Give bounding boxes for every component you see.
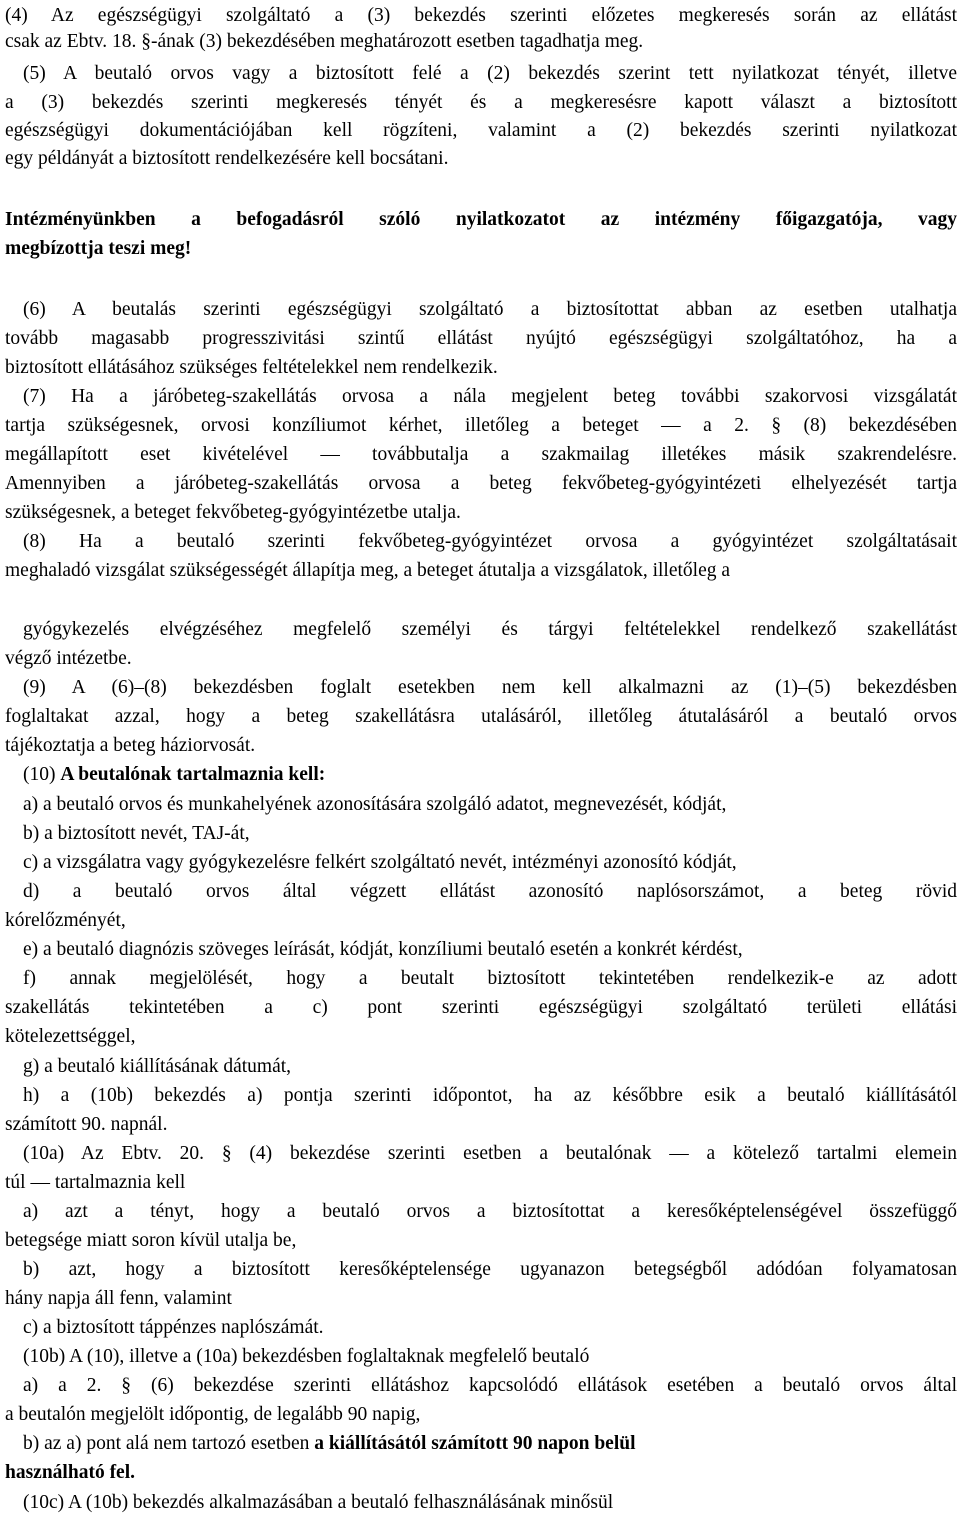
paragraph-10a-line-2: túl — tartalmaznia kell xyxy=(5,1172,186,1193)
item-10a-b-line-1: b) azt, hogy a biztosított keresőképtelensége ugyanazon betegségből adódóan folyamatosan xyxy=(23,1259,957,1280)
paragraph-4-line-1: (4) Az egészségügyi szolgáltató a (3) bekezdés szerinti előzetes megkeresés során az ellátást xyxy=(5,5,957,26)
item-10-d-line-1: d) a beutaló orvos által végzett ellátást azonosító naplósorszámot, a beteg rövid xyxy=(23,881,957,902)
paragraph-8-line-3: gyógykezelés elvégzéséhez megfelelő személyi és tárgyi feltételekkel rendelkező szakellátást xyxy=(23,619,957,640)
paragraph-4-line-2: csak az Ebtv. 18. §-ának (3) bekezdésében meghatározott esetben tagadhatja meg. xyxy=(5,31,644,52)
paragraph-5-line-4: egy példányát a biztosított rendelkezésére kell bocsátani. xyxy=(5,148,449,169)
paragraph-10-heading xyxy=(23,762,957,788)
item-10-f-line-1: f) annak megjelölését, hogy a beutalt biztosított tekintetében rendelkezik-e az adott xyxy=(23,968,957,989)
item-10-d-line-2: kórelőzményét, xyxy=(5,910,126,931)
paragraph-6-line-3: biztosított ellátásához szükséges feltételekkel nem rendelkezik. xyxy=(5,357,498,378)
item-10b-a-line-1: a) a 2. § (6) bekezdése szerinti ellátáshoz kapcsolódó ellátások esetében a beutaló orvos által xyxy=(23,1375,957,1396)
paragraph-9-line-2: foglaltakat azzal, hogy a beteg szakellátásra utalásáról, illetőleg átutalásáról a beutaló orvos xyxy=(5,706,957,727)
paragraph-10-title: A beutalónak tartalmaznia kell: xyxy=(60,764,326,785)
paragraph-9-line-1: (9) A (6)–(8) bekezdésben foglalt esetekben nem kell alkalmazni az (1)–(5) bekezdésben xyxy=(23,677,957,698)
item-10-h-line-2: számított 90. napnál. xyxy=(5,1114,168,1135)
paragraph-9-line-3: tájékoztatja a beteg háziorvosát. xyxy=(5,735,256,756)
paragraph-5-line-1: (5) A beutaló orvos vagy a biztosított felé a (2) bekezdés szerint tett nyilatkozat tényét, illetve xyxy=(23,63,957,84)
paragraph-10a-line-1: (10a) Az Ebtv. 20. § (4) bekezdése szerinti esetben a beutalónak — a kötelező tartalmi elemein xyxy=(23,1143,957,1164)
paragraph-10-number: (10) xyxy=(23,764,61,785)
item-10-e: e) a beutaló diagnózis szöveges leírását, kódját, konzíliumi beutaló esetén a konkrét kérdést, xyxy=(23,939,743,960)
paragraph-10b-line-1: (10b) A (10), illetve a (10a) bekezdésben foglaltaknak megfelelő beutaló xyxy=(23,1346,590,1367)
paragraph-5-line-2: a (3) bekezdés szerinti megkeresés tényét és a megkeresésre kapott választ a biztosított xyxy=(5,92,957,113)
paragraph-6-line-2: tovább magasabb progresszivitási szintű ellátást nyújtó egészségügyi szolgáltatóhoz, ha a xyxy=(5,328,957,349)
paragraph-7-line-3: megállapított eset kivételével — továbbutalja a szakmailag illetékes másik szakrendelésre. xyxy=(5,444,957,465)
paragraph-8-line-1: (8) Ha a beutaló szerinti fekvőbeteg-gyógyintézet orvosa a gyógyintézet szolgáltatásait xyxy=(23,531,957,552)
item-10-f-line-2: szakellátás tekintetében a c) pont szerinti egészségügyi szolgáltató területi ellátási xyxy=(5,997,957,1018)
item-10-c: c) a vizsgálatra vagy gyógykezelésre felkért szolgáltató nevét, intézményi azonosító kódját, xyxy=(23,852,737,873)
item-10-h-line-1: h) a (10b) bekezdés a) pontja szerinti időpontot, ha az későbbre esik a beutaló kiállításától xyxy=(23,1085,957,1106)
item-10b-a-line-2: a beutalón megjelölt időpontig, de legalább 90 napig, xyxy=(5,1404,421,1425)
paragraph-10c-line-1: (10c) A (10b) bekezdés alkalmazásában a beutaló felhasználásának minősül xyxy=(23,1492,614,1513)
item-10a-b-line-2: hány napja áll fenn, valamint xyxy=(5,1288,232,1309)
paragraph-8-line-4: végző intézetbe. xyxy=(5,648,132,669)
item-10-f-line-3: kötelezettséggel, xyxy=(5,1026,136,1047)
paragraph-7-line-2: tartja szükségesnek, orvosi konzíliumot kérhet, illetőleg a beteget — a 2. § (8) bekezdésében xyxy=(5,415,957,436)
institution-note-line-1: Intézményünkben a befogadásról szóló nyilatkozatot az intézmény főigazgatója, vagy xyxy=(5,209,957,230)
item-10b-b-emphasis: a kiállításától számított 90 napon belül xyxy=(314,1433,636,1454)
item-10a-a-line-2: betegsége miatt soron kívül utalja be, xyxy=(5,1230,297,1251)
paragraph-7-line-4: Amennyiben a járóbeteg-szakellátás orvosa a beteg fekvőbeteg-gyógyintézeti elhelyezését tartja xyxy=(5,473,957,494)
item-10b-b-line-1 xyxy=(23,1431,957,1457)
item-10a-c: c) a biztosított táppénzes naplószámát. xyxy=(23,1317,324,1338)
item-10-a: a) a beutaló orvos és munkahelyének azonosítására szolgáló adatot, megnevezését, kódját, xyxy=(23,794,727,815)
item-10b-b-text: b) az a) pont alá nem tartozó esetben xyxy=(23,1433,315,1454)
paragraph-7-line-1: (7) Ha a járóbeteg-szakellátás orvosa a nála megjelent beteg további szakorvosi vizsgálatát xyxy=(23,386,957,407)
paragraph-8-line-2: meghaladó vizsgálat szükségességét állapítja meg, a beteget átutalja a vizsgálatok, illetőleg a xyxy=(5,560,731,581)
item-10-b: b) a biztosított nevét, TAJ-át, xyxy=(23,823,250,844)
paragraph-5-line-3: egészségügyi dokumentációjában kell rögzíteni, valamint a (2) bekezdés szerinti nyilatkozat xyxy=(5,120,957,141)
item-10a-a-line-1: a) azt a tényt, hogy a beutaló orvos a biztosítottat a keresőképtelenségével összefüggő xyxy=(23,1201,957,1222)
paragraph-6-line-1: (6) A beutalás szerinti egészségügyi szolgáltató a biztosítottat abban az esetben utalhatja xyxy=(23,299,957,320)
paragraph-7-line-5: szükségesnek, a beteget fekvőbeteg-gyógyintézetbe utalja. xyxy=(5,502,461,523)
item-10-g: g) a beutaló kiállításának dátumát, xyxy=(23,1056,292,1077)
item-10b-b-line-2: használható fel. xyxy=(5,1462,136,1483)
institution-note-line-2: megbízottja teszi meg! xyxy=(5,238,192,259)
